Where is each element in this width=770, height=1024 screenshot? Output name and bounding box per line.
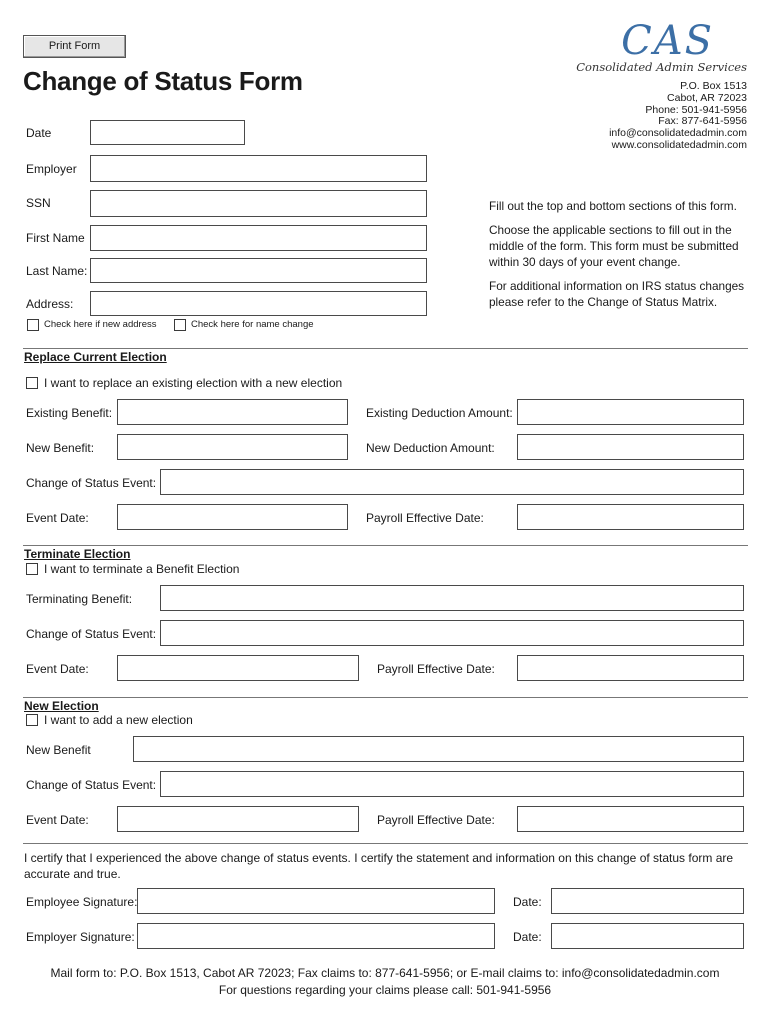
terminate-event-field[interactable] bbox=[160, 620, 744, 646]
footer-mail-line: Mail form to: P.O. Box 1513, Cabot AR 72023; Fax claims to: 877-641-5956; or E-mail claims to: info@consolidatedadmin.com bbox=[50, 966, 720, 980]
print-form-button[interactable]: Print Form bbox=[23, 35, 126, 58]
new-address-checkbox[interactable] bbox=[27, 319, 39, 331]
ssn-label: SSN bbox=[26, 196, 51, 210]
employer-signature-field[interactable] bbox=[137, 923, 495, 949]
last-name-field[interactable] bbox=[90, 258, 427, 283]
employer-date-label: Date: bbox=[513, 930, 542, 944]
first-name-field[interactable] bbox=[90, 225, 427, 251]
contact-block bbox=[609, 81, 747, 152]
name-change-label: Check here for name change bbox=[191, 319, 314, 330]
last-name-label: Last Name: bbox=[26, 264, 88, 278]
contact-phone: Phone: 501-941-5956 bbox=[645, 103, 747, 116]
divider-replace bbox=[23, 348, 748, 349]
instruction-2: Choose the applicable sections to fill out in the middle of the form. This form must be submitted within 30 days of your event change. bbox=[489, 223, 739, 269]
employer-signature-label: Employer Signature: bbox=[26, 930, 135, 944]
terminate-payroll-date-label: Payroll Effective Date: bbox=[377, 662, 495, 676]
employee-date-label: Date: bbox=[513, 895, 542, 909]
address-field[interactable] bbox=[90, 291, 427, 316]
terminate-event-date-field[interactable] bbox=[117, 655, 359, 681]
employer-label: Employer bbox=[26, 162, 77, 176]
employee-date-field[interactable] bbox=[551, 888, 744, 914]
date-field[interactable] bbox=[90, 120, 245, 145]
new-election-checkbox-label: I want to add a new election bbox=[44, 713, 193, 727]
terminate-event-label: Change of Status Event: bbox=[26, 627, 157, 641]
instruction-3: For additional information on IRS status changes please refer to the Change of Status Matrix. bbox=[489, 279, 745, 309]
cas-logo: CAS bbox=[621, 18, 714, 64]
replace-payroll-date-label: Payroll Effective Date: bbox=[366, 511, 484, 525]
first-name-label: First Name bbox=[26, 231, 85, 245]
contact-email: info@consolidatedadmin.com bbox=[609, 127, 747, 140]
replace-event-field[interactable] bbox=[160, 469, 744, 495]
replace-event-date-field[interactable] bbox=[117, 504, 348, 530]
new-benefit-label: New Benefit: bbox=[26, 441, 95, 455]
new-election-payroll-date-field[interactable] bbox=[517, 806, 744, 832]
existing-deduction-label: Existing Deduction Amount: bbox=[366, 406, 513, 420]
new-address-label: Check here if new address bbox=[44, 319, 157, 330]
terminate-checkbox[interactable] bbox=[26, 563, 38, 575]
new-election-event-field[interactable] bbox=[160, 771, 744, 797]
terminating-benefit-field[interactable] bbox=[160, 585, 744, 611]
contact-po-box: P.O. Box 1513 bbox=[680, 80, 747, 92]
date-label: Date bbox=[26, 126, 52, 140]
divider-certify bbox=[23, 843, 748, 844]
name-change-checkbox[interactable] bbox=[174, 319, 186, 331]
new-election-benefit-field[interactable] bbox=[133, 736, 744, 762]
employee-signature-label: Employee Signature: bbox=[26, 895, 138, 909]
logo-company-name: Consolidated Admin Services bbox=[576, 60, 747, 74]
divider-new-election bbox=[23, 697, 748, 698]
contact-city: Cabot, AR 72023 bbox=[667, 91, 747, 104]
employer-field[interactable] bbox=[90, 155, 427, 182]
replace-heading: Replace Current Election bbox=[24, 350, 167, 364]
new-election-event-label: Change of Status Event: bbox=[26, 778, 157, 792]
replace-event-label: Change of Status Event: bbox=[26, 476, 157, 490]
replace-event-date-label: Event Date: bbox=[26, 511, 89, 525]
new-election-checkbox[interactable] bbox=[26, 714, 38, 726]
new-election-event-date-field[interactable] bbox=[117, 806, 359, 832]
terminate-event-date-label: Event Date: bbox=[26, 662, 89, 676]
existing-benefit-label: Existing Benefit: bbox=[26, 406, 113, 420]
contact-fax: Fax: 877-641-5956 bbox=[658, 115, 747, 128]
replace-checkbox[interactable] bbox=[26, 377, 38, 389]
existing-deduction-field[interactable] bbox=[517, 399, 744, 425]
employee-signature-field[interactable] bbox=[137, 888, 495, 914]
new-election-benefit-label: New Benefit bbox=[26, 743, 91, 757]
address-label: Address: bbox=[26, 297, 74, 311]
new-election-heading: New Election bbox=[24, 699, 99, 713]
replace-checkbox-label: I want to replace an existing election with a new election bbox=[44, 376, 343, 390]
terminate-heading: Terminate Election bbox=[24, 547, 131, 561]
terminate-checkbox-label: I want to terminate a Benefit Election bbox=[44, 562, 240, 576]
replace-payroll-date-field[interactable] bbox=[517, 504, 744, 530]
new-election-event-date-label: Event Date: bbox=[26, 813, 89, 827]
page-title: Change of Status Form bbox=[23, 66, 303, 96]
existing-benefit-field[interactable] bbox=[117, 399, 348, 425]
new-deduction-label: New Deduction Amount: bbox=[366, 441, 495, 455]
new-deduction-field[interactable] bbox=[517, 434, 744, 460]
divider-terminate bbox=[23, 545, 748, 546]
new-benefit-field[interactable] bbox=[117, 434, 348, 460]
terminate-payroll-date-field[interactable] bbox=[517, 655, 744, 681]
employer-date-field[interactable] bbox=[551, 923, 744, 949]
certification-text: I certify that I experienced the above change of status events. I certify the statement and information on this change of status form are accurate and true. bbox=[24, 851, 734, 881]
footer-phone-line: For questions regarding your claims please call: 501-941-5956 bbox=[218, 983, 552, 997]
new-election-payroll-date-label: Payroll Effective Date: bbox=[377, 813, 495, 827]
terminating-benefit-label: Terminating Benefit: bbox=[26, 592, 133, 606]
instruction-1: Fill out the top and bottom sections of this form. bbox=[489, 199, 737, 213]
ssn-field[interactable] bbox=[90, 190, 427, 217]
contact-website: www.consolidatedadmin.com bbox=[611, 138, 747, 151]
